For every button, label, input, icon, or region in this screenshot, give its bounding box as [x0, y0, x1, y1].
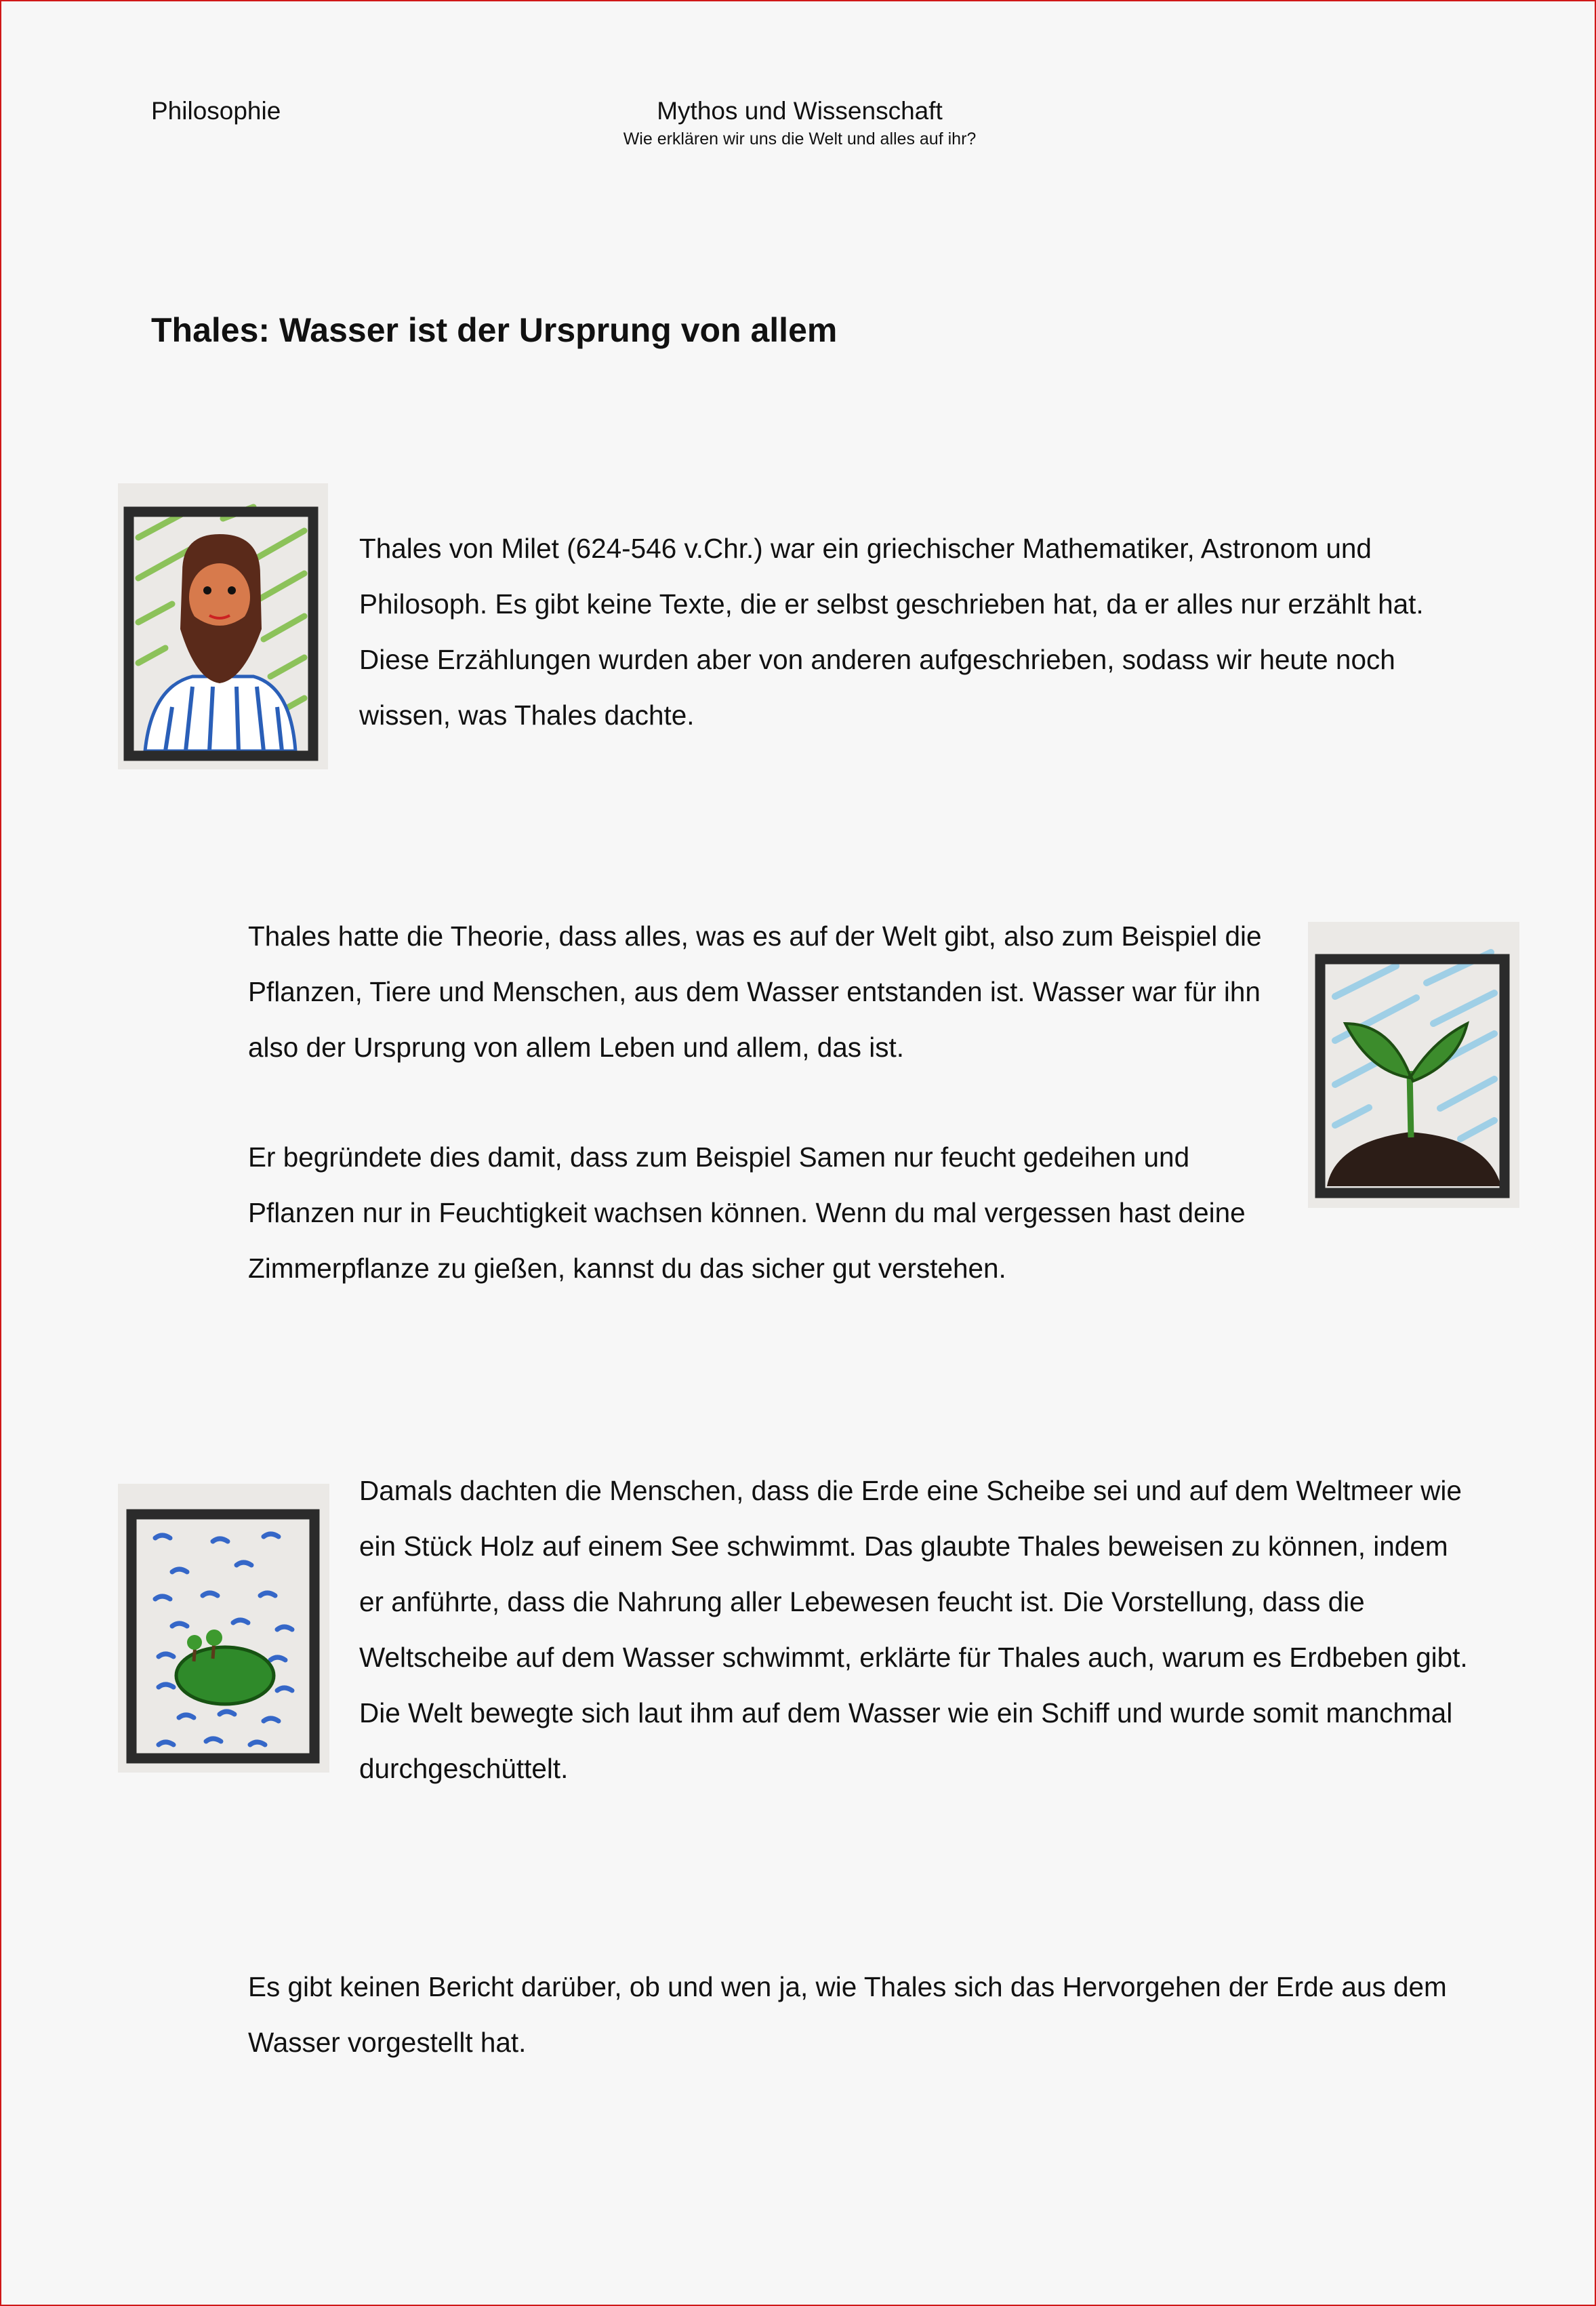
reasoning-paragraph: Er begründete dies damit, dass zum Beispiel Samen nur feucht gedeihen und Pflanzen nur in Feuchtigkeit wachsen können. Wenn du mal vergessen hast deine Zimmerpflanze zu gießen, kannst du das sicher gut verstehen. [248, 1141, 1246, 1284]
thales-portrait-icon [118, 483, 328, 769]
seedling-icon [1308, 922, 1519, 1208]
closing-paragraph: Es gibt keinen Bericht darüber, ob und wen ja, wie Thales sich das Hervorgehen der Erde aus dem Wasser vorgestellt hat. [248, 1971, 1447, 2058]
intro-paragraph: Thales von Milet (624-546 v.Chr.) war ein griechischer Mathematiker, Astronom und Philosoph. Es gibt keine Texte, die er selbst geschrieben hat, da er alles nur erzählt hat. Diese Erzählungen wurden aber von anderen aufgeschrieben, sodass wir heute noch wissen, was Thales dachte. [359, 533, 1424, 731]
topic-subtitle: Wie erklären wir uns die Welt und alles auf ihr? [623, 129, 977, 148]
topic-title: Mythos und Wissenschaft [657, 97, 943, 125]
theory-paragraph: Thales hatte die Theorie, dass alles, was es auf der Welt gibt, also zum Beispiel die Pflanzen, Tiere und Menschen, aus dem Wasser entstanden ist. Wasser war für ihn also der Ursprung von allem Leben und allem, das ist. [248, 921, 1262, 1063]
header-center [529, 97, 1071, 149]
page-title: Thales: Wasser ist der Ursprung von allem [151, 311, 838, 349]
subject-label: Philosophie [151, 97, 281, 125]
island-in-sea-icon [118, 1484, 329, 1773]
flat-earth-paragraph: Damals dachten die Menschen, dass die Erde eine Scheibe sei und auf dem Weltmeer wie ein Stück Holz auf einem See schwimmt. Das glaubte Thales beweisen zu können, indem er anführte, dass die Nahrung aller Lebewesen feucht ist. Die Vorstellung, dass die Weltscheibe auf dem Wasser schwimmt, erklärte für Thales auch, warum es Erdbeben gibt. Die Welt bewegte sich laut ihm auf dem Wasser wie ein Schiff und wurde somit manchmal durchgeschüttelt. [359, 1475, 1468, 1784]
